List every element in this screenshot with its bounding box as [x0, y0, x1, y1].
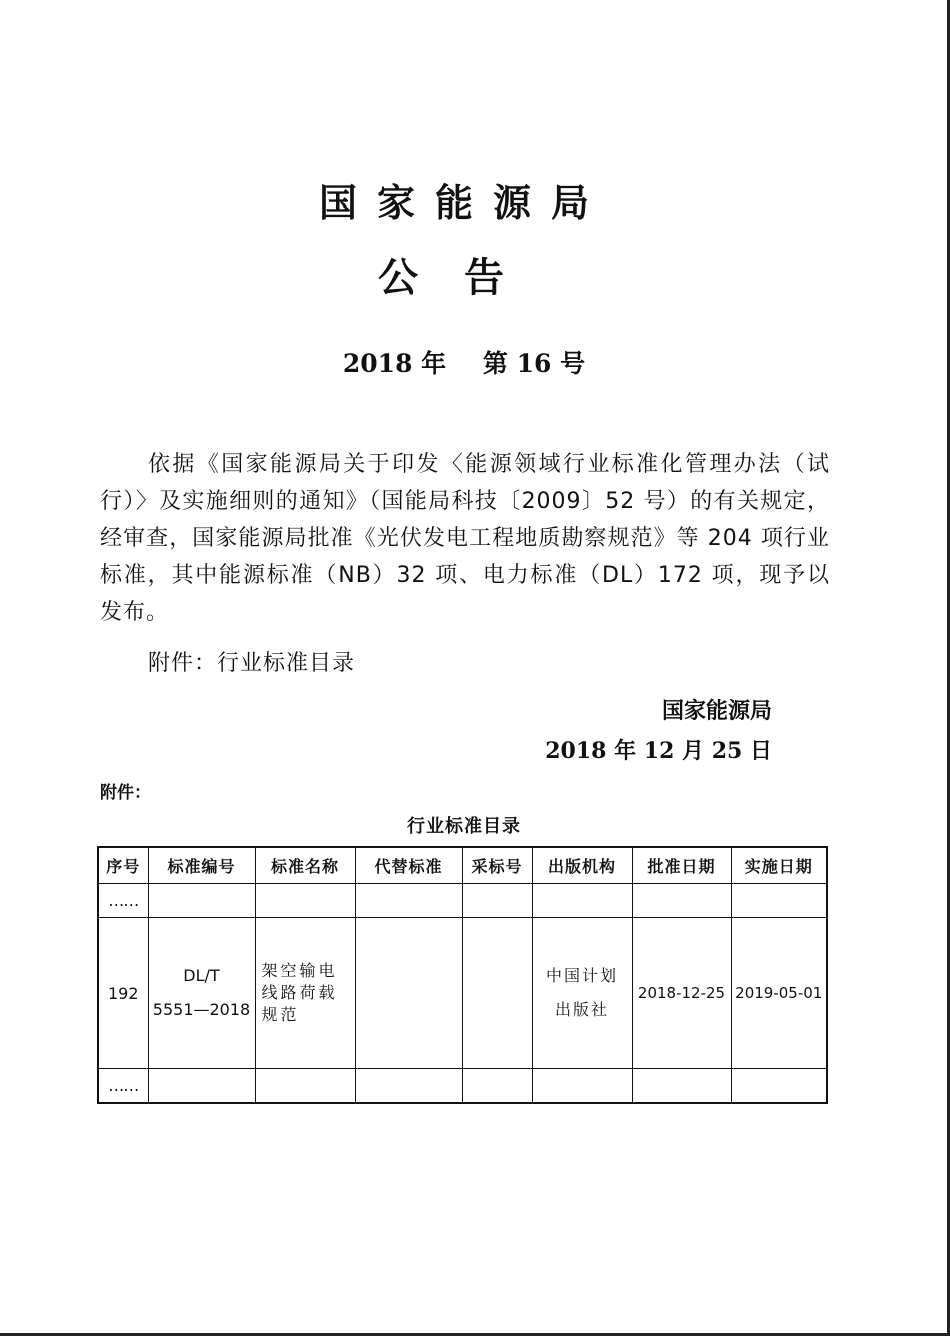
cell-replaces: [355, 918, 462, 1069]
cell-effective-date: 2019-05-01: [731, 918, 827, 1069]
standards-table: [97, 846, 828, 1104]
cell-name-line3: 规范: [261, 1005, 300, 1024]
org-title: 国家能源局: [318, 181, 609, 225]
cell-name-line1: 架空输电: [261, 961, 338, 980]
notice-body: 依据《国家能源局关于印发〈能源领域行业标准化管理办法（试行）〉及实施细则的通知》（国能局科技〔2009〕52 号）的有关规定，经审查，国家能源局批准《光伏发电工程地质勘察规范》等 204 项行业标准，其中能源标准（NB）32 项、电力标准（DL）172 项，现予以发布。: [100, 452, 830, 625]
notice-title: 公告: [378, 255, 550, 301]
cell-publisher-line2: 出版社: [554, 1000, 609, 1019]
cell-publisher-line1: 中国计划: [545, 966, 618, 985]
sign-date: 2018 年 12 月 25 日: [545, 738, 772, 764]
col-header-publisher: 出版机构: [532, 847, 632, 884]
cell-code: [148, 918, 255, 1069]
issue-number-text: 第 16 号: [482, 349, 586, 378]
col-header-replaces: 代替标准: [355, 847, 462, 884]
issue-number: [0, 344, 928, 380]
attachment-reference: 附件：行业标准目录: [148, 651, 356, 676]
signer-org: 国家能源局: [661, 699, 772, 724]
cell-name: [255, 918, 355, 1069]
col-header-seq: 序号: [98, 847, 148, 884]
table-row: [98, 918, 827, 1069]
cell-approval-date: 2018-12-25: [632, 918, 731, 1069]
cell-code-line2: 5551—2018: [152, 1000, 251, 1019]
table-header-row: [98, 847, 827, 884]
ellipsis-cell: ……: [98, 1069, 148, 1104]
col-header-code: 标准编号: [148, 847, 255, 884]
issue-year: 2018 年: [342, 349, 447, 378]
cell-name-line2: 线路荷载: [261, 983, 338, 1002]
cell-adopted: [462, 918, 532, 1069]
cell-publisher: [532, 918, 632, 1069]
col-header-name: 标准名称: [255, 847, 355, 884]
cell-code-line1: DL/T: [183, 966, 220, 985]
table-row-ellipsis-top: [98, 884, 827, 918]
cell-seq: 192: [98, 918, 148, 1069]
table-row-ellipsis-bottom: [98, 1069, 827, 1104]
col-header-effective-date: 实施日期: [731, 847, 827, 884]
table-title: 行业标准目录: [407, 816, 521, 837]
col-header-approval-date: 批准日期: [632, 847, 731, 884]
ellipsis-cell: ……: [98, 884, 148, 918]
col-header-adopted: 采标号: [462, 847, 532, 884]
attachment-label: 附件：: [100, 783, 151, 803]
